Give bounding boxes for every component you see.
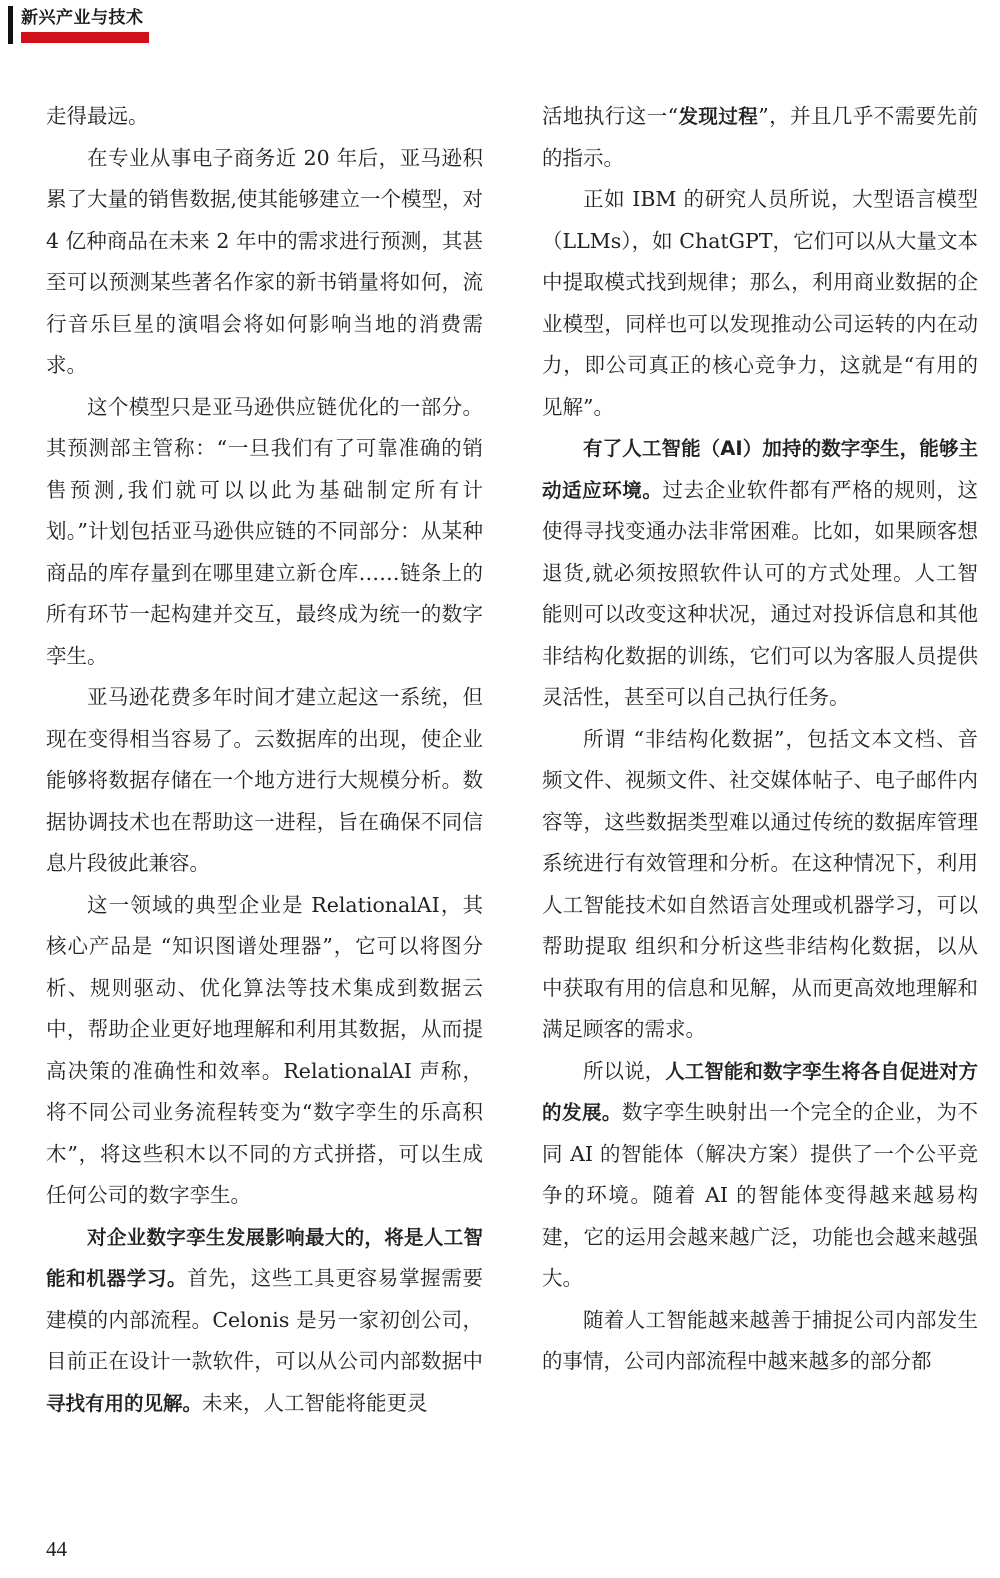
paragraph-text: 在专业从事电子商务近 20 年后，亚马逊积累了大量的销售数据,使其能够建立一个模型，对 4 亿种商品在未来 2 年中的需求进行预测，其甚至可以预测某些著名作家的新书销量将如何，流行音乐巨星的演唱会将如何影响当地的消费需求。 <box>46 145 484 377</box>
page-number: 44 <box>46 1537 67 1561</box>
paragraph <box>46 96 483 138</box>
paragraph-text: 数字孪生映射出一个完全的企业，为不同 AI 的智能体（解决方案）提供了一个公平竞争的环境。随着 AI 的智能体变得越来越易构建，它的运用会越来越广泛，功能也会越来越强大。 <box>542 1100 978 1290</box>
paragraph <box>46 138 483 387</box>
paragraph <box>542 428 978 719</box>
paragraph-text: ”，并且几乎不需要先前的指示。 <box>542 104 978 170</box>
paragraph-text: 所谓 “非结构化数据”，包括文本文档、音频文件、视频文件、社交媒体帖子、电子邮件内容等，这些数据类型难以通过传统的数据库管理系统进行有效管理和分析。在这种情况下，利用人工智能技术如自然语言处理或机器学习，可以帮助提取 组织和分析这些非结构化数据，以从中获取有用的信息和见解，从而更高效地理解和满足顾客的需求。 <box>542 726 978 1041</box>
bold-text: 发现过程 <box>678 105 759 128</box>
paragraph-text: 随着人工智能越来越善于捕捉公司内部发生的事情，公司内部流程中越来越多的部分都 <box>542 1307 978 1373</box>
paragraph <box>542 719 978 1051</box>
left-column <box>46 96 483 1424</box>
header-accent-bar <box>8 6 13 44</box>
paragraph-text: 走得最远。 <box>46 104 149 128</box>
header-red-underline <box>21 32 149 43</box>
paragraph-text: 这个模型只是亚马逊供应链优化的一部分。其预测部主管称：“一旦我们有了可靠准确的销售预测,我们就可以以此为基础制定所有计划。”计划包括亚马逊供应链的不同部分：从某种商品的库存量到在哪里建立新仓库……链条上的所有环节一起构建并交互，最终成为统一的数字孪生。 <box>46 394 483 668</box>
paragraph-text: 亚马逊花费多年时间才建立起这一系统，但现在变得相当容易了。云数据库的出现，使企业能够将数据存储在一个地方进行大规模分析。数据协调技术也在帮助这一进程，旨在确保不同信息片段彼此兼容。 <box>46 685 483 875</box>
paragraph <box>542 179 978 428</box>
paragraph <box>542 1051 978 1300</box>
paragraph <box>46 885 483 1217</box>
paragraph <box>46 677 483 885</box>
bold-text: 人工智能和数字孪生将各自促进对方的发展。 <box>542 1059 978 1124</box>
right-column <box>542 96 978 1383</box>
paragraph <box>46 387 483 678</box>
paragraph-text: 正如 IBM 的研究人员所说，大型语言模型（LLMs），如 ChatGPT，它们可以从大量文本中提取模式找到规律；那么，利用商业数据的企业模型，同样也可以发现推动公司运转的内在动力，即公司真正的核心竞争力，这就是“有用的见解”。 <box>542 187 978 419</box>
paragraph-text: 这一领域的典型企业是 RelationalAI，其核心产品是 “知识图谱处理器”，它可以将图分析、规则驱动、优化算法等技术集成到数据云中，帮助企业更好地理解和利用其数据，从而提高决策的准确性和效率。RelationalAI 声称，将不同公司业务流程转变为“数字孪生的乐高积木”，将这些积木以不同的方式拼搭，可以生成任何公司的数字孪生。 <box>46 892 483 1207</box>
paragraph <box>542 1300 978 1383</box>
paragraph <box>46 1217 483 1425</box>
paragraph-text: 所以说， <box>583 1058 666 1083</box>
section-header <box>0 0 150 46</box>
bold-text: 对企业数字孪生发展影响最大的，将是人工智能和机器学习。 <box>46 1225 483 1290</box>
bold-text: 有了人工智能（AI）加持的数字孪生，能够主动适应环境。 <box>542 437 978 502</box>
paragraph-text: 未来，人工智能将能更灵 <box>202 1390 428 1415</box>
paragraph-text: 活地执行这一“ <box>542 104 679 128</box>
bold-text: 寻找有用的见解。 <box>46 1391 203 1415</box>
paragraph-text: 首先，这些工具更容易掌握需要建模的内部流程。Celonis 是另一家初创公司，目前正在设计一款软件，可以从公司内部数据中 <box>46 1266 483 1373</box>
paragraph <box>542 96 978 179</box>
section-title: 新兴产业与技术 <box>21 8 144 28</box>
paragraph-text: 过去企业软件都有严格的规则，这使得寻找变通办法非常困难。比如，如果顾客想退货,就必须按照软件认可的方式处理。人工智能则可以改变这种状况，通过对投诉信息和其他非结构化数据的训练，它们可以为客服人员提供灵活性，甚至可以自己执行任务。 <box>542 477 978 709</box>
